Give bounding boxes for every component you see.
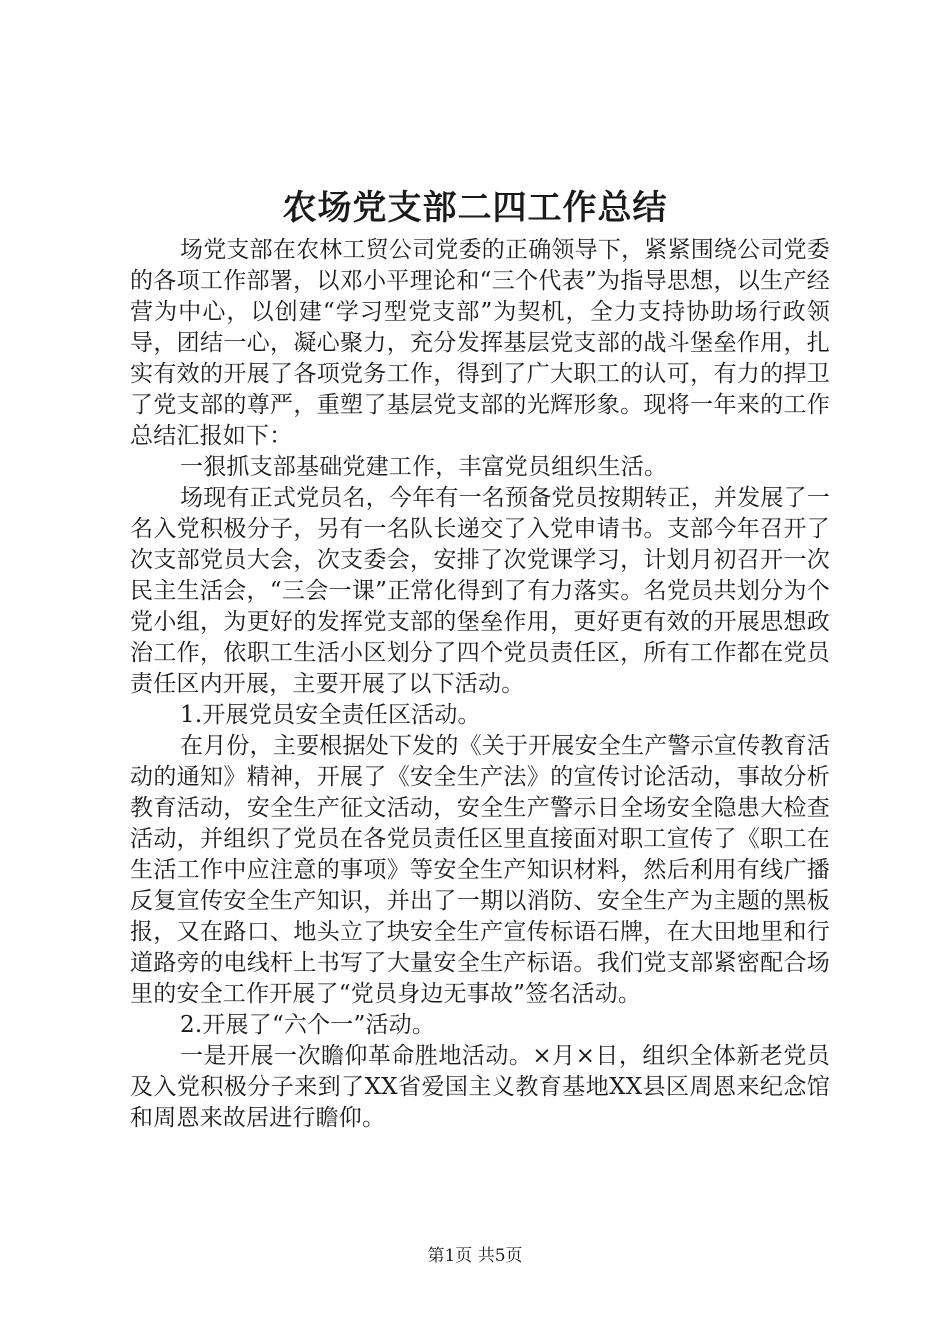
paragraph-members: 场现有正式党员名，今年有一名预备党员按期转正，并发展了一名入党积极分子，另有一名队长递交了入党申请书。支部今年召开了次支部党员大会，次支委会，安排了次党课学习，计划月初召开一次民主生活会，“三会一课”正常化得到了有力落实。名党员共划分为个党小组，为更好的发挥党支部的堡垒作用，更好更有效的开展思想政治工作，依职工生活小区划分了四个党员责任区，所有工作都在党员责任区内开展，主要开展了以下活动。 [130,485,830,697]
paragraph-safety: 在月份，主要根据处下发的《关于开展安全生产警示宣传教育活动的通知》精神，开展了《安全生产法》的宣传讨论活动，事故分析教育活动，安全生产征文活动，安全生产警示日全场安全隐患大检查活动，并组织了党员在各党员责任区里直接面对职工宣传了《职工在生活工作中应注意的事项》等安全生产知识材料，然后利用有线广播反复宣传安全生产知识，并出了一期以消防、安全生产为主题的黑板报，又在路口、地头立了块安全生产宣传标语石牌，在大田地里和行道路旁的电线杆上书写了大量安全生产标语。我们党支部紧密配合场里的安全工作开展了“党员身边无事故”签名活动。 [130,733,830,1007]
section-heading-party-building: 一狠抓支部基础党建工作，丰富党员组织生活。 [180,454,668,480]
paragraph-intro: 场党支部在农林工贸公司党委的正确领导下，紧紧围绕公司党委的各项工作部署，以邓小平理论和“三个代表”为指导思想，以生产经营为中心，以创建“学习型党支部”为契机，全力支持协助场行政领导，团结一心，凝心聚力，充分发挥基层党支部的战斗堡垒作用，扎实有效的开展了各项党务工作，得到了广大职工的认可，有力的捍卫了党支部的尊严，重塑了基层党支部的光辉形象。现将一年来的工作总结汇报如下： [130,237,830,449]
document-title: 农场党支部二四工作总结 [282,188,668,228]
document-body [130,235,830,1134]
paragraph-memorial-visit: 一是开展一次瞻仰革命胜地活动。×月×日，组织全体新老党员及入党积极分子来到了XX省爱国主义教育基地XX县区周恩来纪念馆和周恩来故居进行瞻仰。 [130,1043,830,1131]
subheading-safety-activity: 1.开展党员安全责任区活动。 [180,702,481,728]
page-number-footer: 第1页 共5页 [427,1246,523,1266]
subheading-six-ones: 2.开展了“六个一”活动。 [180,1012,436,1038]
